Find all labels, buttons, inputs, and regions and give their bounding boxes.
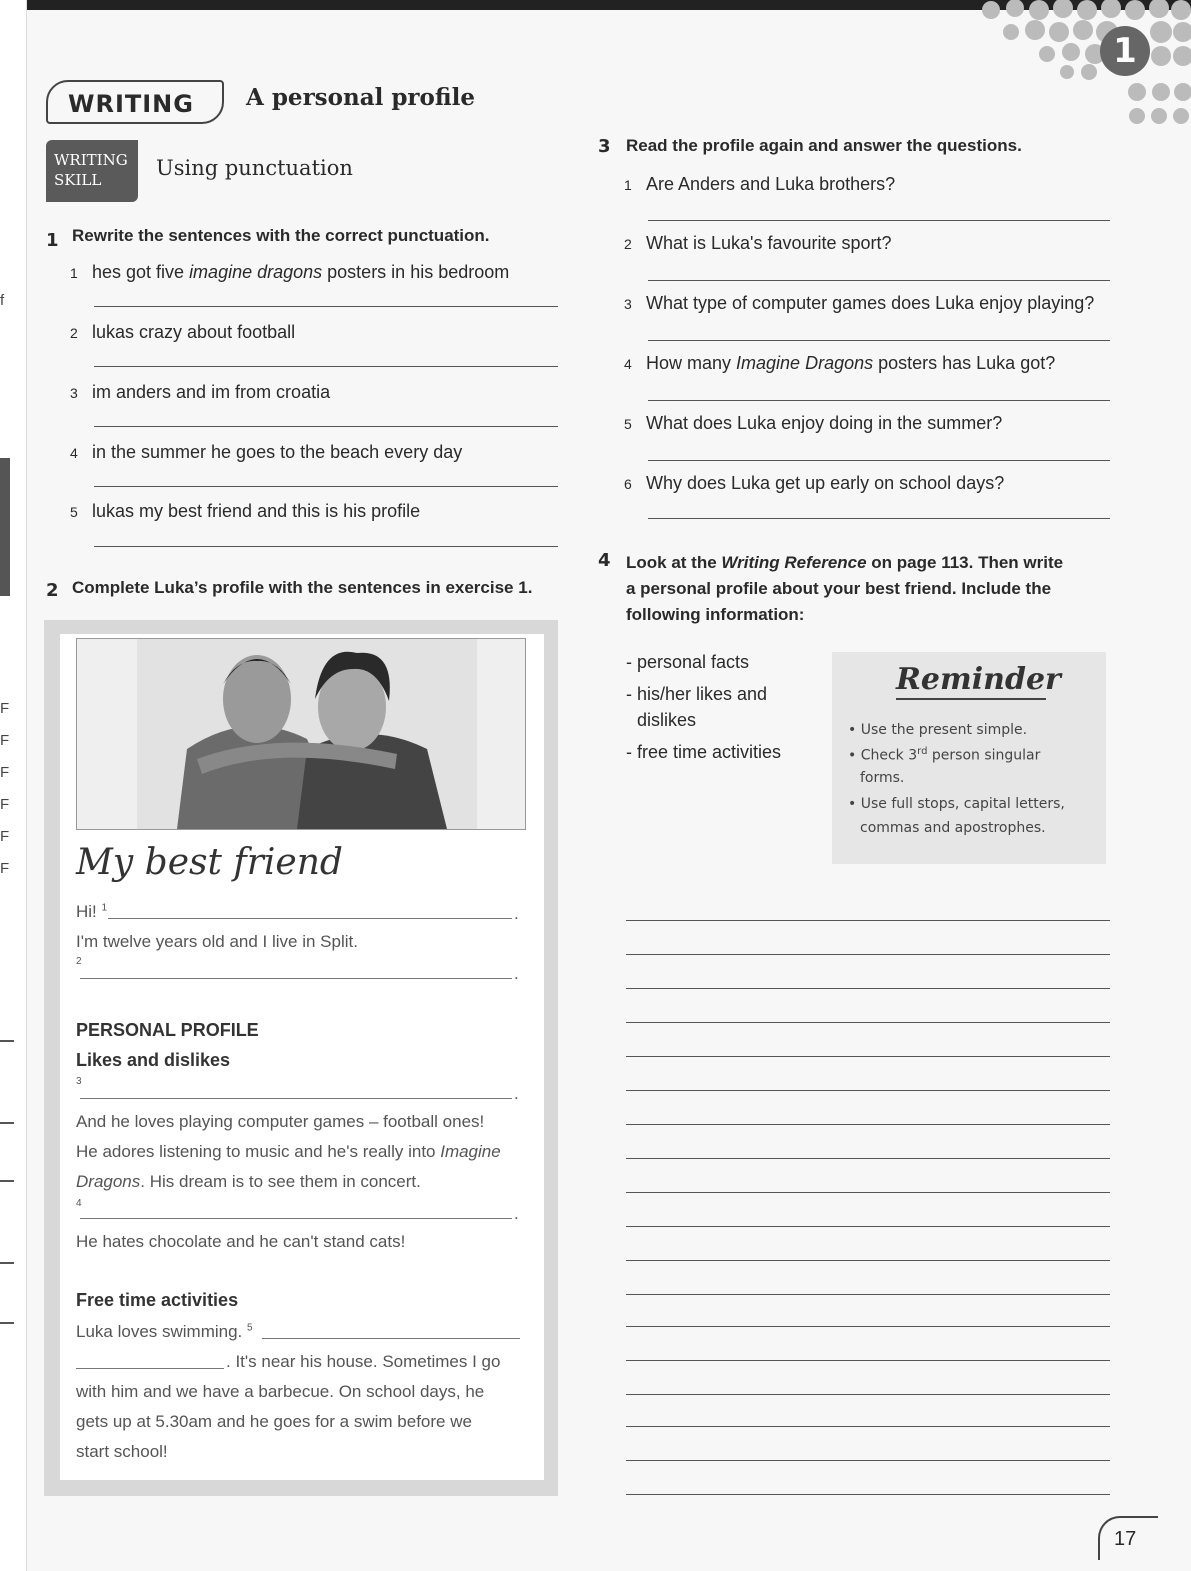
friends-photo-illustration — [77, 639, 525, 829]
profile-text: gets up at 5.30am and he goes for a swim before we — [76, 1412, 472, 1431]
gap-number: 1 — [101, 902, 108, 914]
question-item — [624, 233, 892, 254]
answer-line[interactable] — [648, 220, 1110, 221]
item-number: 5 — [70, 504, 78, 520]
answer-line[interactable] — [94, 306, 558, 307]
item-text: lukas my best friend and this is his profile — [92, 501, 421, 521]
gap-number: 2 — [76, 956, 82, 967]
profile-text-italic: Imagine — [440, 1142, 501, 1161]
gap-line[interactable] — [80, 1098, 512, 1099]
reminder-title: Reminder — [896, 662, 1061, 697]
unit-number-badge: 1 — [1100, 26, 1150, 76]
instruction-italic: Writing Reference — [721, 553, 867, 572]
writing-line[interactable] — [626, 1226, 1110, 1227]
exercise-item — [70, 442, 462, 463]
answer-line[interactable] — [648, 460, 1110, 461]
question-item — [624, 473, 1004, 494]
writing-line[interactable] — [626, 988, 1110, 989]
reminder-item: • Use the present simple. — [848, 722, 1028, 738]
exercise-item — [70, 382, 330, 403]
writing-line[interactable] — [626, 1394, 1110, 1395]
gap-dot: . — [514, 1204, 519, 1223]
answer-line[interactable] — [94, 426, 558, 427]
reminder-item: • Use full stops, capital letters, — [848, 796, 1065, 812]
writing-line[interactable] — [626, 920, 1110, 921]
writing-line[interactable] — [626, 1192, 1110, 1193]
reminder-item: forms. — [860, 770, 905, 786]
item-text-italic: imagine dragons — [189, 262, 323, 282]
margin-mark: F — [0, 700, 10, 717]
margin-mark: f — [0, 292, 5, 309]
instruction-part: on page 113. Then write — [866, 553, 1064, 572]
margin-mark: F — [0, 828, 10, 845]
profile-text: I'm twelve years old and I live in Split. — [76, 932, 358, 951]
margin-block — [0, 458, 10, 596]
answer-line[interactable] — [94, 546, 558, 547]
page-title: A personal profile — [246, 84, 475, 111]
instruction-line — [626, 550, 1063, 576]
item-number: 5 — [624, 416, 632, 432]
item-number: 2 — [624, 236, 632, 252]
reminder-underline — [896, 698, 1046, 700]
gap-line[interactable] — [262, 1338, 520, 1339]
item-text: Why does Luka get up early on school days? — [646, 473, 1005, 493]
exercise-item — [70, 501, 420, 522]
item-text: hes got five — [92, 262, 190, 282]
instruction-line: following information: — [626, 605, 805, 624]
item-text: posters in his bedroom — [322, 262, 510, 282]
item-number: 6 — [624, 476, 632, 492]
margin-line — [0, 1322, 14, 1324]
exercise-instruction — [626, 550, 1063, 628]
profile-text: And he loves playing computer games – football ones! — [76, 1112, 485, 1131]
gap-line[interactable] — [80, 978, 512, 979]
friends-photo — [76, 638, 526, 830]
margin-line — [0, 1262, 14, 1264]
exercise-instruction: Complete Luka’s profile with the sentences in exercise 1. — [72, 578, 533, 597]
profile-text: start school! — [76, 1442, 168, 1461]
page-number: 17 — [1098, 1516, 1158, 1560]
writing-line[interactable] — [626, 1090, 1110, 1091]
bullet-item: dislikes — [637, 710, 697, 730]
profile-text-part: . His dream is to see them in concert. — [140, 1172, 421, 1191]
profile-text — [76, 1142, 501, 1162]
gap-number: 5 — [247, 1322, 253, 1334]
item-number: 4 — [70, 445, 78, 461]
exercise-number: 2 — [46, 580, 59, 601]
exercise-item — [70, 322, 295, 343]
profile-section-heading: PERSONAL PROFILE — [76, 1020, 259, 1040]
margin-mark: F — [0, 764, 10, 781]
gap-number: 3 — [76, 1076, 82, 1087]
badge-line: WRITING — [54, 151, 128, 169]
reminder-sup: rd — [917, 746, 928, 757]
answer-line[interactable] — [94, 366, 558, 367]
gap-line[interactable] — [80, 1218, 512, 1219]
profile-hi: Hi! — [76, 902, 97, 921]
exercise-instruction: Rewrite the sentences with the correct punctuation. — [72, 226, 490, 245]
likes-heading: Likes and dislikes — [76, 1050, 231, 1070]
question-item — [624, 353, 1055, 374]
question-item — [624, 413, 1002, 434]
profile-text — [76, 902, 107, 922]
answer-line[interactable] — [648, 280, 1110, 281]
margin-line — [0, 1040, 14, 1042]
item-number: 1 — [624, 177, 632, 193]
profile-text: with him and we have a barbecue. On school days, he — [76, 1382, 485, 1401]
profile-text: He hates chocolate and he can't stand cats! — [76, 1232, 406, 1251]
answer-line[interactable] — [648, 518, 1110, 519]
exercise-number: 3 — [598, 136, 611, 157]
item-text-italic: Imagine Dragons — [736, 353, 874, 373]
profile-text — [76, 1322, 253, 1342]
margin-line — [0, 1122, 14, 1124]
exercise-instruction: Read the profile again and answer the questions. — [626, 136, 1022, 155]
instruction-part: Look at the — [626, 553, 722, 572]
question-item — [624, 174, 895, 195]
answer-line[interactable] — [648, 340, 1110, 341]
item-text: in the summer he goes to the beach every day — [92, 442, 463, 462]
item-text: What does Luka enjoy doing in the summer? — [646, 413, 1003, 433]
item-text: What is Luka's favourite sport? — [646, 233, 892, 253]
writing-line[interactable] — [626, 1360, 1110, 1361]
writing-line[interactable] — [626, 1022, 1110, 1023]
badge-line: SKILL — [54, 171, 102, 189]
decorative-dots — [951, 0, 1191, 130]
exercise-number: 4 — [598, 550, 611, 571]
profile-text-part: He adores listening to music and he's really into — [76, 1142, 441, 1161]
reminder-item: commas and apostrophes. — [860, 820, 1046, 836]
bullet-item: - his/her likes and — [626, 684, 768, 704]
left-page-edge — [0, 0, 27, 1571]
item-text: What type of computer games does Luka enjoy playing? — [646, 293, 1095, 313]
writing-line[interactable] — [626, 1158, 1110, 1159]
exercise-item — [70, 262, 509, 283]
item-text: im anders and im from croatia — [92, 382, 331, 402]
writing-line[interactable] — [626, 1460, 1110, 1461]
margin-line — [0, 1180, 14, 1182]
profile-text-part: Luka loves swimming. — [76, 1322, 243, 1341]
profile-text — [76, 1172, 421, 1192]
writing-line[interactable] — [626, 1494, 1110, 1495]
writing-line[interactable] — [626, 1326, 1110, 1327]
item-text: lukas crazy about football — [92, 322, 296, 342]
item-text: Are Anders and Luka brothers? — [646, 174, 896, 194]
instruction-line: a personal profile about your best friend. Include the — [626, 579, 1052, 598]
writing-line[interactable] — [626, 1294, 1110, 1295]
profile-title: My best friend — [76, 842, 343, 883]
gap-line[interactable] — [76, 1368, 224, 1369]
question-item — [624, 293, 1094, 314]
gap-number: 4 — [76, 1198, 82, 1209]
answer-line[interactable] — [648, 400, 1110, 401]
item-number: 2 — [70, 325, 78, 341]
margin-mark: F — [0, 732, 10, 749]
writing-line[interactable] — [626, 1260, 1110, 1261]
writing-line[interactable] — [626, 1124, 1110, 1125]
item-number: 1 — [70, 265, 78, 281]
margin-mark: F — [0, 860, 10, 877]
writing-tab: WRITING — [46, 80, 224, 124]
item-number: 3 — [70, 385, 78, 401]
writing-line[interactable] — [626, 954, 1110, 955]
gap-dot: . — [514, 1084, 519, 1103]
writing-line[interactable] — [626, 1056, 1110, 1057]
free-time-heading: Free time activities — [76, 1290, 239, 1310]
gap-dot: . — [514, 904, 519, 923]
bullet-item: - personal facts — [626, 652, 750, 672]
skill-title: Using punctuation — [156, 156, 353, 180]
item-number: 3 — [624, 296, 632, 312]
item-text: posters has Luka got? — [873, 353, 1056, 373]
reminder-part: • Check 3 — [848, 747, 918, 764]
reminder-item — [848, 746, 1040, 764]
writing-skill-badge — [46, 140, 138, 202]
profile-text: . It's near his house. Sometimes I go — [226, 1352, 501, 1371]
answer-line[interactable] — [94, 486, 558, 487]
writing-line[interactable] — [626, 1426, 1110, 1427]
gap-dot: . — [514, 964, 519, 983]
profile-text-italic: Dragons — [76, 1172, 141, 1191]
exercise-number: 1 — [46, 230, 59, 251]
item-number: 4 — [624, 356, 632, 372]
margin-mark: F — [0, 796, 10, 813]
gap-line[interactable] — [108, 918, 512, 919]
item-text: How many — [646, 353, 737, 373]
bullet-item: - free time activities — [626, 742, 782, 762]
reminder-part: person singular — [927, 747, 1041, 764]
